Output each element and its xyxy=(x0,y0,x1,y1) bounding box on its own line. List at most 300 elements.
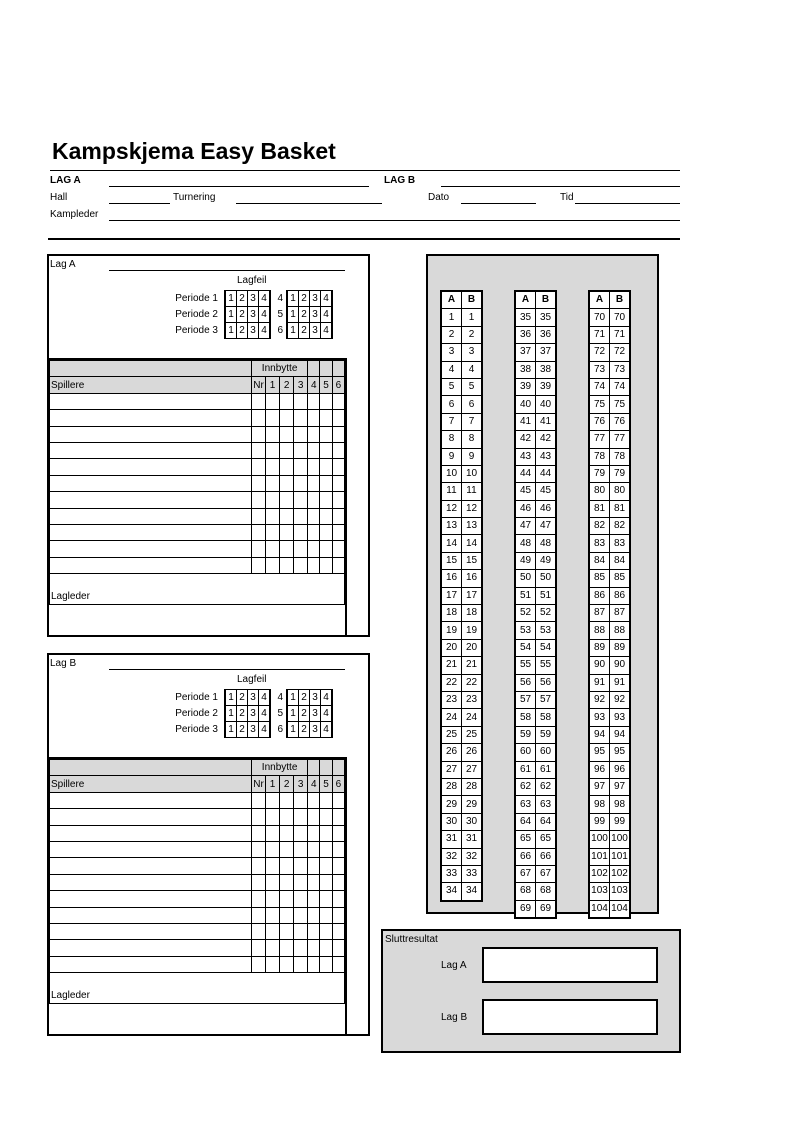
score-a-cell[interactable]: 33 xyxy=(441,865,462,882)
score-b-cell[interactable]: 104 xyxy=(610,900,631,918)
sub-cell[interactable] xyxy=(294,874,308,890)
sub-cell[interactable] xyxy=(280,956,294,972)
player-number-cell[interactable] xyxy=(252,508,266,524)
score-b-cell[interactable]: 30 xyxy=(462,813,483,830)
player-number-cell[interactable] xyxy=(252,858,266,874)
score-b-cell[interactable]: 39 xyxy=(536,378,557,395)
score-b-cell[interactable]: 90 xyxy=(610,657,631,674)
score-b-cell[interactable]: 8 xyxy=(462,431,483,448)
score-a-cell[interactable]: 69 xyxy=(515,900,536,918)
foul-box[interactable]: 4 xyxy=(321,722,333,738)
score-a-cell[interactable]: 8 xyxy=(441,431,462,448)
foul-box[interactable]: 4 xyxy=(321,291,333,307)
sub-cell[interactable] xyxy=(266,891,280,907)
sub-cell[interactable] xyxy=(308,557,320,573)
sub-cell[interactable] xyxy=(320,524,332,540)
score-a-cell[interactable]: 18 xyxy=(441,605,462,622)
score-a-cell[interactable]: 1 xyxy=(441,309,462,326)
score-a-cell[interactable]: 92 xyxy=(589,691,610,708)
score-a-cell[interactable]: 86 xyxy=(589,587,610,604)
score-b-cell[interactable]: 49 xyxy=(536,552,557,569)
score-a-cell[interactable]: 67 xyxy=(515,865,536,882)
sub-cell[interactable] xyxy=(332,442,344,458)
foul-box[interactable]: 2 xyxy=(299,323,310,339)
sub-cell[interactable] xyxy=(280,809,294,825)
score-a-cell[interactable]: 41 xyxy=(515,413,536,430)
sub-cell[interactable] xyxy=(320,541,332,557)
sub-cell[interactable] xyxy=(294,809,308,825)
player-name-cell[interactable] xyxy=(50,459,252,475)
player-number-cell[interactable] xyxy=(252,907,266,923)
score-a-cell[interactable]: 81 xyxy=(589,500,610,517)
score-b-cell[interactable]: 77 xyxy=(610,431,631,448)
score-b-cell[interactable]: 15 xyxy=(462,552,483,569)
kampleder-field[interactable] xyxy=(109,220,680,221)
sub-cell[interactable] xyxy=(280,459,294,475)
score-b-cell[interactable]: 96 xyxy=(610,761,631,778)
sub-cell[interactable] xyxy=(294,907,308,923)
sub-cell[interactable] xyxy=(266,825,280,841)
score-b-cell[interactable]: 66 xyxy=(536,848,557,865)
score-a-cell[interactable]: 52 xyxy=(515,605,536,622)
team-name-field[interactable] xyxy=(109,270,345,271)
sub-cell[interactable] xyxy=(294,475,308,491)
score-a-cell[interactable]: 73 xyxy=(589,361,610,378)
score-a-cell[interactable]: 23 xyxy=(441,691,462,708)
sub-cell[interactable] xyxy=(332,792,344,808)
sub-cell[interactable] xyxy=(294,940,308,956)
sub-cell[interactable] xyxy=(280,393,294,409)
foul-box[interactable]: 4 xyxy=(259,291,271,307)
score-a-cell[interactable]: 70 xyxy=(589,309,610,326)
player-number-cell[interactable] xyxy=(252,841,266,857)
player-number-cell[interactable] xyxy=(252,809,266,825)
score-b-cell[interactable]: 41 xyxy=(536,413,557,430)
score-a-cell[interactable]: 9 xyxy=(441,448,462,465)
player-number-cell[interactable] xyxy=(252,557,266,573)
sub-cell[interactable] xyxy=(320,825,332,841)
score-a-cell[interactable]: 38 xyxy=(515,361,536,378)
sub-cell[interactable] xyxy=(280,923,294,939)
sub-cell[interactable] xyxy=(294,792,308,808)
score-b-cell[interactable]: 81 xyxy=(610,500,631,517)
score-b-cell[interactable]: 27 xyxy=(462,761,483,778)
sub-cell[interactable] xyxy=(308,524,320,540)
player-number-cell[interactable] xyxy=(252,956,266,972)
score-b-cell[interactable]: 91 xyxy=(610,674,631,691)
score-a-cell[interactable]: 102 xyxy=(589,865,610,882)
score-a-cell[interactable]: 42 xyxy=(515,431,536,448)
score-b-cell[interactable]: 102 xyxy=(610,865,631,882)
score-b-cell[interactable]: 71 xyxy=(610,326,631,343)
sub-cell[interactable] xyxy=(320,858,332,874)
score-a-cell[interactable]: 37 xyxy=(515,344,536,361)
foul-box[interactable]: 1 xyxy=(287,706,299,722)
sub-cell[interactable] xyxy=(320,492,332,508)
score-b-cell[interactable]: 94 xyxy=(610,726,631,743)
foul-box[interactable]: 3 xyxy=(310,323,321,339)
score-b-cell[interactable]: 46 xyxy=(536,500,557,517)
sub-cell[interactable] xyxy=(320,475,332,491)
player-number-cell[interactable] xyxy=(252,426,266,442)
player-number-cell[interactable] xyxy=(252,492,266,508)
score-a-cell[interactable]: 5 xyxy=(441,378,462,395)
foul-box[interactable]: 2 xyxy=(237,706,248,722)
sub-cell[interactable] xyxy=(332,508,344,524)
score-a-cell[interactable]: 88 xyxy=(589,622,610,639)
sub-cell[interactable] xyxy=(332,923,344,939)
sub-cell[interactable] xyxy=(332,557,344,573)
score-a-cell[interactable]: 98 xyxy=(589,796,610,813)
foul-box[interactable]: 3 xyxy=(310,291,321,307)
score-a-cell[interactable]: 47 xyxy=(515,518,536,535)
score-b-cell[interactable]: 40 xyxy=(536,396,557,413)
sub-cell[interactable] xyxy=(266,907,280,923)
player-name-cell[interactable] xyxy=(50,923,252,939)
player-number-cell[interactable] xyxy=(252,891,266,907)
sub-cell[interactable] xyxy=(308,891,320,907)
score-a-cell[interactable]: 45 xyxy=(515,483,536,500)
player-number-cell[interactable] xyxy=(252,442,266,458)
score-b-cell[interactable]: 74 xyxy=(610,378,631,395)
sub-cell[interactable] xyxy=(266,557,280,573)
turnering-field[interactable] xyxy=(236,203,382,204)
player-name-cell[interactable] xyxy=(50,891,252,907)
score-a-cell[interactable]: 78 xyxy=(589,448,610,465)
player-number-cell[interactable] xyxy=(252,459,266,475)
player-name-cell[interactable] xyxy=(50,792,252,808)
score-a-cell[interactable]: 68 xyxy=(515,883,536,900)
score-a-cell[interactable]: 96 xyxy=(589,761,610,778)
sub-cell[interactable] xyxy=(266,410,280,426)
score-b-cell[interactable]: 13 xyxy=(462,518,483,535)
sub-cell[interactable] xyxy=(280,874,294,890)
player-name-cell[interactable] xyxy=(50,874,252,890)
sub-cell[interactable] xyxy=(280,442,294,458)
score-a-cell[interactable]: 50 xyxy=(515,570,536,587)
sub-cell[interactable] xyxy=(294,459,308,475)
score-b-cell[interactable]: 10 xyxy=(462,465,483,482)
final-lag-b-score-field[interactable] xyxy=(482,999,658,1035)
sub-cell[interactable] xyxy=(294,508,308,524)
sub-cell[interactable] xyxy=(332,825,344,841)
player-name-cell[interactable] xyxy=(50,508,252,524)
sub-cell[interactable] xyxy=(266,442,280,458)
sub-cell[interactable] xyxy=(294,442,308,458)
score-b-cell[interactable]: 95 xyxy=(610,744,631,761)
sub-cell[interactable] xyxy=(308,841,320,857)
score-a-cell[interactable]: 36 xyxy=(515,326,536,343)
score-b-cell[interactable]: 23 xyxy=(462,691,483,708)
score-b-cell[interactable]: 63 xyxy=(536,796,557,813)
sub-cell[interactable] xyxy=(308,825,320,841)
score-a-cell[interactable]: 15 xyxy=(441,552,462,569)
sub-cell[interactable] xyxy=(280,907,294,923)
score-a-cell[interactable]: 103 xyxy=(589,883,610,900)
sub-cell[interactable] xyxy=(280,858,294,874)
hall-field[interactable] xyxy=(109,203,170,204)
score-a-cell[interactable]: 100 xyxy=(589,831,610,848)
score-b-cell[interactable]: 65 xyxy=(536,831,557,848)
sub-cell[interactable] xyxy=(308,393,320,409)
sub-cell[interactable] xyxy=(266,792,280,808)
sub-cell[interactable] xyxy=(332,940,344,956)
foul-box[interactable]: 4 xyxy=(321,307,333,323)
score-b-cell[interactable]: 42 xyxy=(536,431,557,448)
sub-cell[interactable] xyxy=(320,940,332,956)
sub-cell[interactable] xyxy=(266,393,280,409)
score-a-cell[interactable]: 10 xyxy=(441,465,462,482)
sub-cell[interactable] xyxy=(266,459,280,475)
player-name-cell[interactable] xyxy=(50,475,252,491)
foul-box[interactable]: 2 xyxy=(237,323,248,339)
sub-cell[interactable] xyxy=(308,874,320,890)
sub-cell[interactable] xyxy=(266,841,280,857)
score-a-cell[interactable]: 101 xyxy=(589,848,610,865)
score-b-cell[interactable]: 97 xyxy=(610,778,631,795)
score-b-cell[interactable]: 84 xyxy=(610,552,631,569)
sub-cell[interactable] xyxy=(280,940,294,956)
player-name-cell[interactable] xyxy=(50,858,252,874)
score-b-cell[interactable]: 68 xyxy=(536,883,557,900)
sub-cell[interactable] xyxy=(320,923,332,939)
score-a-cell[interactable]: 80 xyxy=(589,483,610,500)
score-b-cell[interactable]: 100 xyxy=(610,831,631,848)
sub-cell[interactable] xyxy=(280,410,294,426)
score-a-cell[interactable]: 44 xyxy=(515,465,536,482)
score-b-cell[interactable]: 72 xyxy=(610,344,631,361)
foul-box[interactable]: 3 xyxy=(248,690,259,706)
foul-box[interactable]: 3 xyxy=(248,706,259,722)
score-a-cell[interactable]: 26 xyxy=(441,744,462,761)
sub-cell[interactable] xyxy=(294,541,308,557)
score-a-cell[interactable]: 71 xyxy=(589,326,610,343)
player-name-cell[interactable] xyxy=(50,524,252,540)
sub-cell[interactable] xyxy=(308,956,320,972)
foul-box[interactable]: 1 xyxy=(287,307,299,323)
score-a-cell[interactable]: 87 xyxy=(589,605,610,622)
sub-cell[interactable] xyxy=(308,923,320,939)
score-a-cell[interactable]: 19 xyxy=(441,622,462,639)
score-a-cell[interactable]: 3 xyxy=(441,344,462,361)
score-a-cell[interactable]: 34 xyxy=(441,883,462,901)
sub-cell[interactable] xyxy=(266,426,280,442)
score-b-cell[interactable]: 11 xyxy=(462,483,483,500)
score-a-cell[interactable]: 43 xyxy=(515,448,536,465)
score-a-cell[interactable]: 7 xyxy=(441,413,462,430)
score-a-cell[interactable]: 93 xyxy=(589,709,610,726)
score-b-cell[interactable]: 9 xyxy=(462,448,483,465)
sub-cell[interactable] xyxy=(280,891,294,907)
sub-cell[interactable] xyxy=(294,410,308,426)
foul-box[interactable]: 1 xyxy=(287,690,299,706)
score-b-cell[interactable]: 21 xyxy=(462,657,483,674)
foul-box[interactable]: 4 xyxy=(259,323,271,339)
foul-box[interactable]: 1 xyxy=(287,722,299,738)
score-b-cell[interactable]: 103 xyxy=(610,883,631,900)
score-a-cell[interactable]: 17 xyxy=(441,587,462,604)
sub-cell[interactable] xyxy=(332,907,344,923)
score-b-cell[interactable]: 29 xyxy=(462,796,483,813)
score-b-cell[interactable]: 52 xyxy=(536,605,557,622)
sub-cell[interactable] xyxy=(332,809,344,825)
score-a-cell[interactable]: 27 xyxy=(441,761,462,778)
foul-box[interactable]: 2 xyxy=(299,722,310,738)
score-b-cell[interactable]: 58 xyxy=(536,709,557,726)
score-a-cell[interactable]: 63 xyxy=(515,796,536,813)
score-a-cell[interactable]: 76 xyxy=(589,413,610,430)
foul-box[interactable]: 4 xyxy=(259,690,271,706)
foul-box[interactable]: 2 xyxy=(299,706,310,722)
score-a-cell[interactable]: 77 xyxy=(589,431,610,448)
score-b-cell[interactable]: 53 xyxy=(536,622,557,639)
score-b-cell[interactable]: 45 xyxy=(536,483,557,500)
score-a-cell[interactable]: 4 xyxy=(441,361,462,378)
player-number-cell[interactable] xyxy=(252,923,266,939)
score-a-cell[interactable]: 95 xyxy=(589,744,610,761)
score-b-cell[interactable]: 6 xyxy=(462,396,483,413)
score-b-cell[interactable]: 37 xyxy=(536,344,557,361)
sub-cell[interactable] xyxy=(332,858,344,874)
sub-cell[interactable] xyxy=(266,956,280,972)
score-a-cell[interactable]: 84 xyxy=(589,552,610,569)
score-b-cell[interactable]: 26 xyxy=(462,744,483,761)
score-b-cell[interactable]: 34 xyxy=(462,883,483,901)
score-b-cell[interactable]: 7 xyxy=(462,413,483,430)
score-a-cell[interactable]: 74 xyxy=(589,378,610,395)
sub-cell[interactable] xyxy=(266,940,280,956)
foul-box[interactable]: 4 xyxy=(259,307,271,323)
score-b-cell[interactable]: 98 xyxy=(610,796,631,813)
score-b-cell[interactable]: 69 xyxy=(536,900,557,918)
score-b-cell[interactable]: 93 xyxy=(610,709,631,726)
player-name-cell[interactable] xyxy=(50,841,252,857)
sub-cell[interactable] xyxy=(280,426,294,442)
score-b-cell[interactable]: 44 xyxy=(536,465,557,482)
sub-cell[interactable] xyxy=(266,475,280,491)
score-b-cell[interactable]: 12 xyxy=(462,500,483,517)
sub-cell[interactable] xyxy=(308,459,320,475)
player-number-cell[interactable] xyxy=(252,874,266,890)
foul-box[interactable]: 3 xyxy=(248,722,259,738)
score-b-cell[interactable]: 1 xyxy=(462,309,483,326)
player-number-cell[interactable] xyxy=(252,541,266,557)
score-b-cell[interactable]: 16 xyxy=(462,570,483,587)
foul-box[interactable]: 1 xyxy=(287,291,299,307)
sub-cell[interactable] xyxy=(294,524,308,540)
score-b-cell[interactable]: 48 xyxy=(536,535,557,552)
sub-cell[interactable] xyxy=(280,825,294,841)
sub-cell[interactable] xyxy=(332,956,344,972)
foul-box[interactable]: 2 xyxy=(299,690,310,706)
score-b-cell[interactable]: 88 xyxy=(610,622,631,639)
score-b-cell[interactable]: 57 xyxy=(536,691,557,708)
score-b-cell[interactable]: 32 xyxy=(462,848,483,865)
sub-cell[interactable] xyxy=(266,923,280,939)
sub-cell[interactable] xyxy=(294,956,308,972)
score-a-cell[interactable]: 35 xyxy=(515,309,536,326)
score-b-cell[interactable]: 89 xyxy=(610,639,631,656)
score-b-cell[interactable]: 92 xyxy=(610,691,631,708)
player-name-cell[interactable] xyxy=(50,442,252,458)
sub-cell[interactable] xyxy=(280,524,294,540)
final-lag-a-score-field[interactable] xyxy=(482,947,658,983)
foul-box[interactable]: 2 xyxy=(299,291,310,307)
sub-cell[interactable] xyxy=(280,508,294,524)
sub-cell[interactable] xyxy=(332,426,344,442)
score-a-cell[interactable]: 30 xyxy=(441,813,462,830)
sub-cell[interactable] xyxy=(294,393,308,409)
foul-box[interactable]: 3 xyxy=(248,307,259,323)
sub-cell[interactable] xyxy=(266,492,280,508)
player-name-cell[interactable] xyxy=(50,825,252,841)
score-a-cell[interactable]: 31 xyxy=(441,831,462,848)
score-a-cell[interactable]: 11 xyxy=(441,483,462,500)
score-a-cell[interactable]: 75 xyxy=(589,396,610,413)
sub-cell[interactable] xyxy=(320,442,332,458)
score-a-cell[interactable]: 83 xyxy=(589,535,610,552)
sub-cell[interactable] xyxy=(320,907,332,923)
sub-cell[interactable] xyxy=(332,492,344,508)
sub-cell[interactable] xyxy=(294,891,308,907)
foul-box[interactable]: 1 xyxy=(225,323,237,339)
score-b-cell[interactable]: 101 xyxy=(610,848,631,865)
score-a-cell[interactable]: 56 xyxy=(515,674,536,691)
sub-cell[interactable] xyxy=(320,874,332,890)
sub-cell[interactable] xyxy=(332,841,344,857)
score-a-cell[interactable]: 58 xyxy=(515,709,536,726)
sub-cell[interactable] xyxy=(294,492,308,508)
player-name-cell[interactable] xyxy=(50,426,252,442)
sub-cell[interactable] xyxy=(308,426,320,442)
sub-cell[interactable] xyxy=(294,923,308,939)
sub-cell[interactable] xyxy=(308,492,320,508)
score-a-cell[interactable]: 46 xyxy=(515,500,536,517)
score-a-cell[interactable]: 90 xyxy=(589,657,610,674)
sub-cell[interactable] xyxy=(280,541,294,557)
sub-cell[interactable] xyxy=(280,557,294,573)
sub-cell[interactable] xyxy=(320,557,332,573)
score-b-cell[interactable]: 25 xyxy=(462,726,483,743)
score-a-cell[interactable]: 32 xyxy=(441,848,462,865)
sub-cell[interactable] xyxy=(308,809,320,825)
sub-cell[interactable] xyxy=(308,907,320,923)
player-name-cell[interactable] xyxy=(50,541,252,557)
score-a-cell[interactable]: 59 xyxy=(515,726,536,743)
foul-box[interactable]: 2 xyxy=(237,307,248,323)
score-b-cell[interactable]: 47 xyxy=(536,518,557,535)
score-b-cell[interactable]: 76 xyxy=(610,413,631,430)
score-a-cell[interactable]: 25 xyxy=(441,726,462,743)
score-a-cell[interactable]: 16 xyxy=(441,570,462,587)
score-b-cell[interactable]: 36 xyxy=(536,326,557,343)
score-b-cell[interactable]: 83 xyxy=(610,535,631,552)
player-name-cell[interactable] xyxy=(50,410,252,426)
foul-box[interactable]: 1 xyxy=(225,722,237,738)
sub-cell[interactable] xyxy=(266,858,280,874)
player-number-cell[interactable] xyxy=(252,825,266,841)
foul-box[interactable]: 4 xyxy=(321,706,333,722)
score-a-cell[interactable]: 24 xyxy=(441,709,462,726)
foul-box[interactable]: 1 xyxy=(225,690,237,706)
score-b-cell[interactable]: 20 xyxy=(462,639,483,656)
foul-box[interactable]: 3 xyxy=(248,323,259,339)
player-number-cell[interactable] xyxy=(252,393,266,409)
player-name-cell[interactable] xyxy=(50,492,252,508)
sub-cell[interactable] xyxy=(266,508,280,524)
player-name-cell[interactable] xyxy=(50,956,252,972)
score-a-cell[interactable]: 65 xyxy=(515,831,536,848)
